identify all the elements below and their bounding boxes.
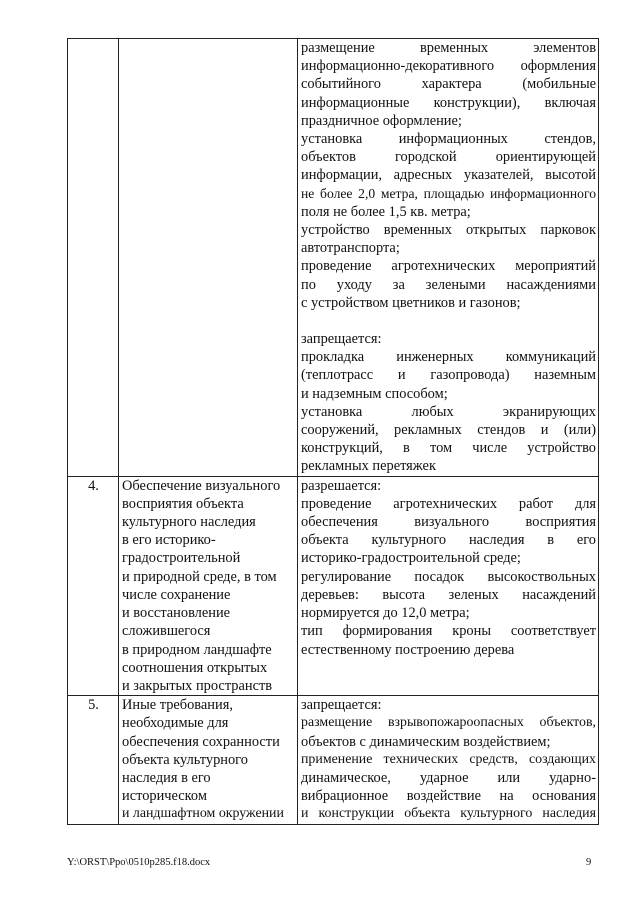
footer-file-path: Y:\ORST\Ppo\0510p285.f18.docx: [67, 857, 211, 868]
content-line: поля не более 1,5 кв. метра;: [301, 203, 471, 220]
content-line: запрещается:: [301, 331, 382, 348]
row-number-cell: [68, 476, 119, 695]
row-content-cell: [298, 696, 599, 824]
content-line: естественному построению дерева: [301, 641, 515, 658]
content-line: прокладка инженерных коммуникаций: [301, 349, 596, 366]
title-line: объекта культурного: [122, 751, 248, 768]
content-line: (теплотрасс и газопровода) наземным: [301, 367, 596, 384]
content-line: по уходу за зелеными насаждениями: [301, 276, 596, 293]
content-line: установка любых экранирующих: [301, 403, 596, 420]
content-line: информации, адресных указателей, высотой: [301, 167, 596, 184]
title-line: и ландшафтном окружении: [122, 806, 284, 822]
row-number: 4.: [88, 477, 99, 494]
content-line: размещение взрывопожароопасных объектов,: [301, 715, 596, 731]
row-content-cell: [298, 39, 599, 477]
title-line: восприятия объекта: [122, 495, 244, 512]
requirements-table: [67, 38, 599, 825]
content-line: объектов с динамическим воздействием;: [301, 733, 551, 750]
title-line: историческом: [122, 788, 207, 805]
title-line: культурного наследия: [122, 514, 256, 531]
title-line: сложившегося: [122, 623, 211, 640]
content-line: с устройством цветников и газонов;: [301, 294, 521, 311]
row-title-cell: [119, 39, 298, 477]
title-line: градостроительной: [122, 550, 241, 567]
content-line: объекта культурного наследия в его: [301, 532, 596, 549]
title-line: обеспечения сохранности: [122, 733, 280, 750]
content-line: деревьев: высота зеленых насаждений: [301, 586, 596, 603]
content-line: применение технических средств, создающих: [301, 751, 596, 767]
title-line: и восстановление: [122, 605, 231, 622]
content-line: рекламных перетяжек: [301, 458, 436, 475]
row-number: 5.: [88, 697, 99, 714]
title-line: Обеспечение визуального: [122, 477, 281, 494]
title-line: и закрытых пространств: [122, 677, 273, 694]
content-line: событийного характера (мобильные: [301, 76, 596, 93]
title-line: и природной среде, в том: [122, 568, 277, 585]
content-line: информационные конструкции), включая: [301, 94, 596, 111]
row-title-cell: [119, 696, 298, 824]
content-line: тип формирования кроны соответствует: [301, 623, 596, 640]
title-line: в природном ландшафте: [122, 641, 272, 658]
paragraph-gap: [301, 312, 596, 330]
content-line: нормируется до 12,0 метра;: [301, 605, 470, 622]
title-line: в его историко-: [122, 532, 216, 549]
title-line: числе сохранение: [122, 586, 231, 603]
row-number-cell: [68, 696, 119, 824]
content-line: вибрационное воздействие на основания: [301, 788, 596, 805]
content-line: проведение агротехнических работ для: [301, 495, 596, 512]
content-line: проведение агротехнических мероприятий: [301, 258, 596, 275]
content-line: и конструкции объекта культурного наследия: [301, 806, 596, 822]
row-title-cell: [119, 476, 298, 695]
table-row: [68, 476, 599, 695]
content-line: информационно-декоративного оформления: [301, 58, 596, 75]
table-row: [68, 696, 599, 824]
content-line: запрещается:: [301, 697, 382, 714]
title-line: соотношения открытых: [122, 659, 268, 676]
content-line: автотранспорта;: [301, 240, 400, 257]
table-row: [68, 39, 599, 477]
content-line: и надземным способом;: [301, 385, 448, 402]
content-line: сооружений, рекламных стендов и (или): [301, 422, 596, 439]
content-line: объектов городской ориентирующей: [301, 149, 596, 166]
content-line: историко-градостроительной среде;: [301, 550, 521, 567]
row-number-cell: [68, 39, 119, 477]
title-line: Иные требования,: [122, 697, 233, 714]
content-line: регулирование посадок высокоствольных: [301, 568, 596, 585]
content-line: конструкций, в том числе устройство: [301, 440, 596, 457]
content-line: обеспечения визуального восприятия: [301, 514, 596, 531]
content-line: установка информационных стендов,: [301, 131, 596, 148]
content-line: разрешается:: [301, 477, 382, 494]
content-line: размещение временных элементов: [301, 40, 596, 56]
title-line: наследия в его: [122, 769, 211, 786]
content-line: динамическое, ударное или ударно-: [301, 769, 596, 786]
content-line: устройство временных открытых парковок: [301, 222, 596, 239]
title-line: необходимые для: [122, 715, 229, 732]
content-line: праздничное оформление;: [301, 112, 462, 129]
table-body: [68, 39, 599, 825]
row-content-cell: [298, 476, 599, 695]
content-line: не более 2,0 метра, площадью информационного: [301, 185, 596, 201]
footer-page-number: 9: [586, 857, 592, 868]
